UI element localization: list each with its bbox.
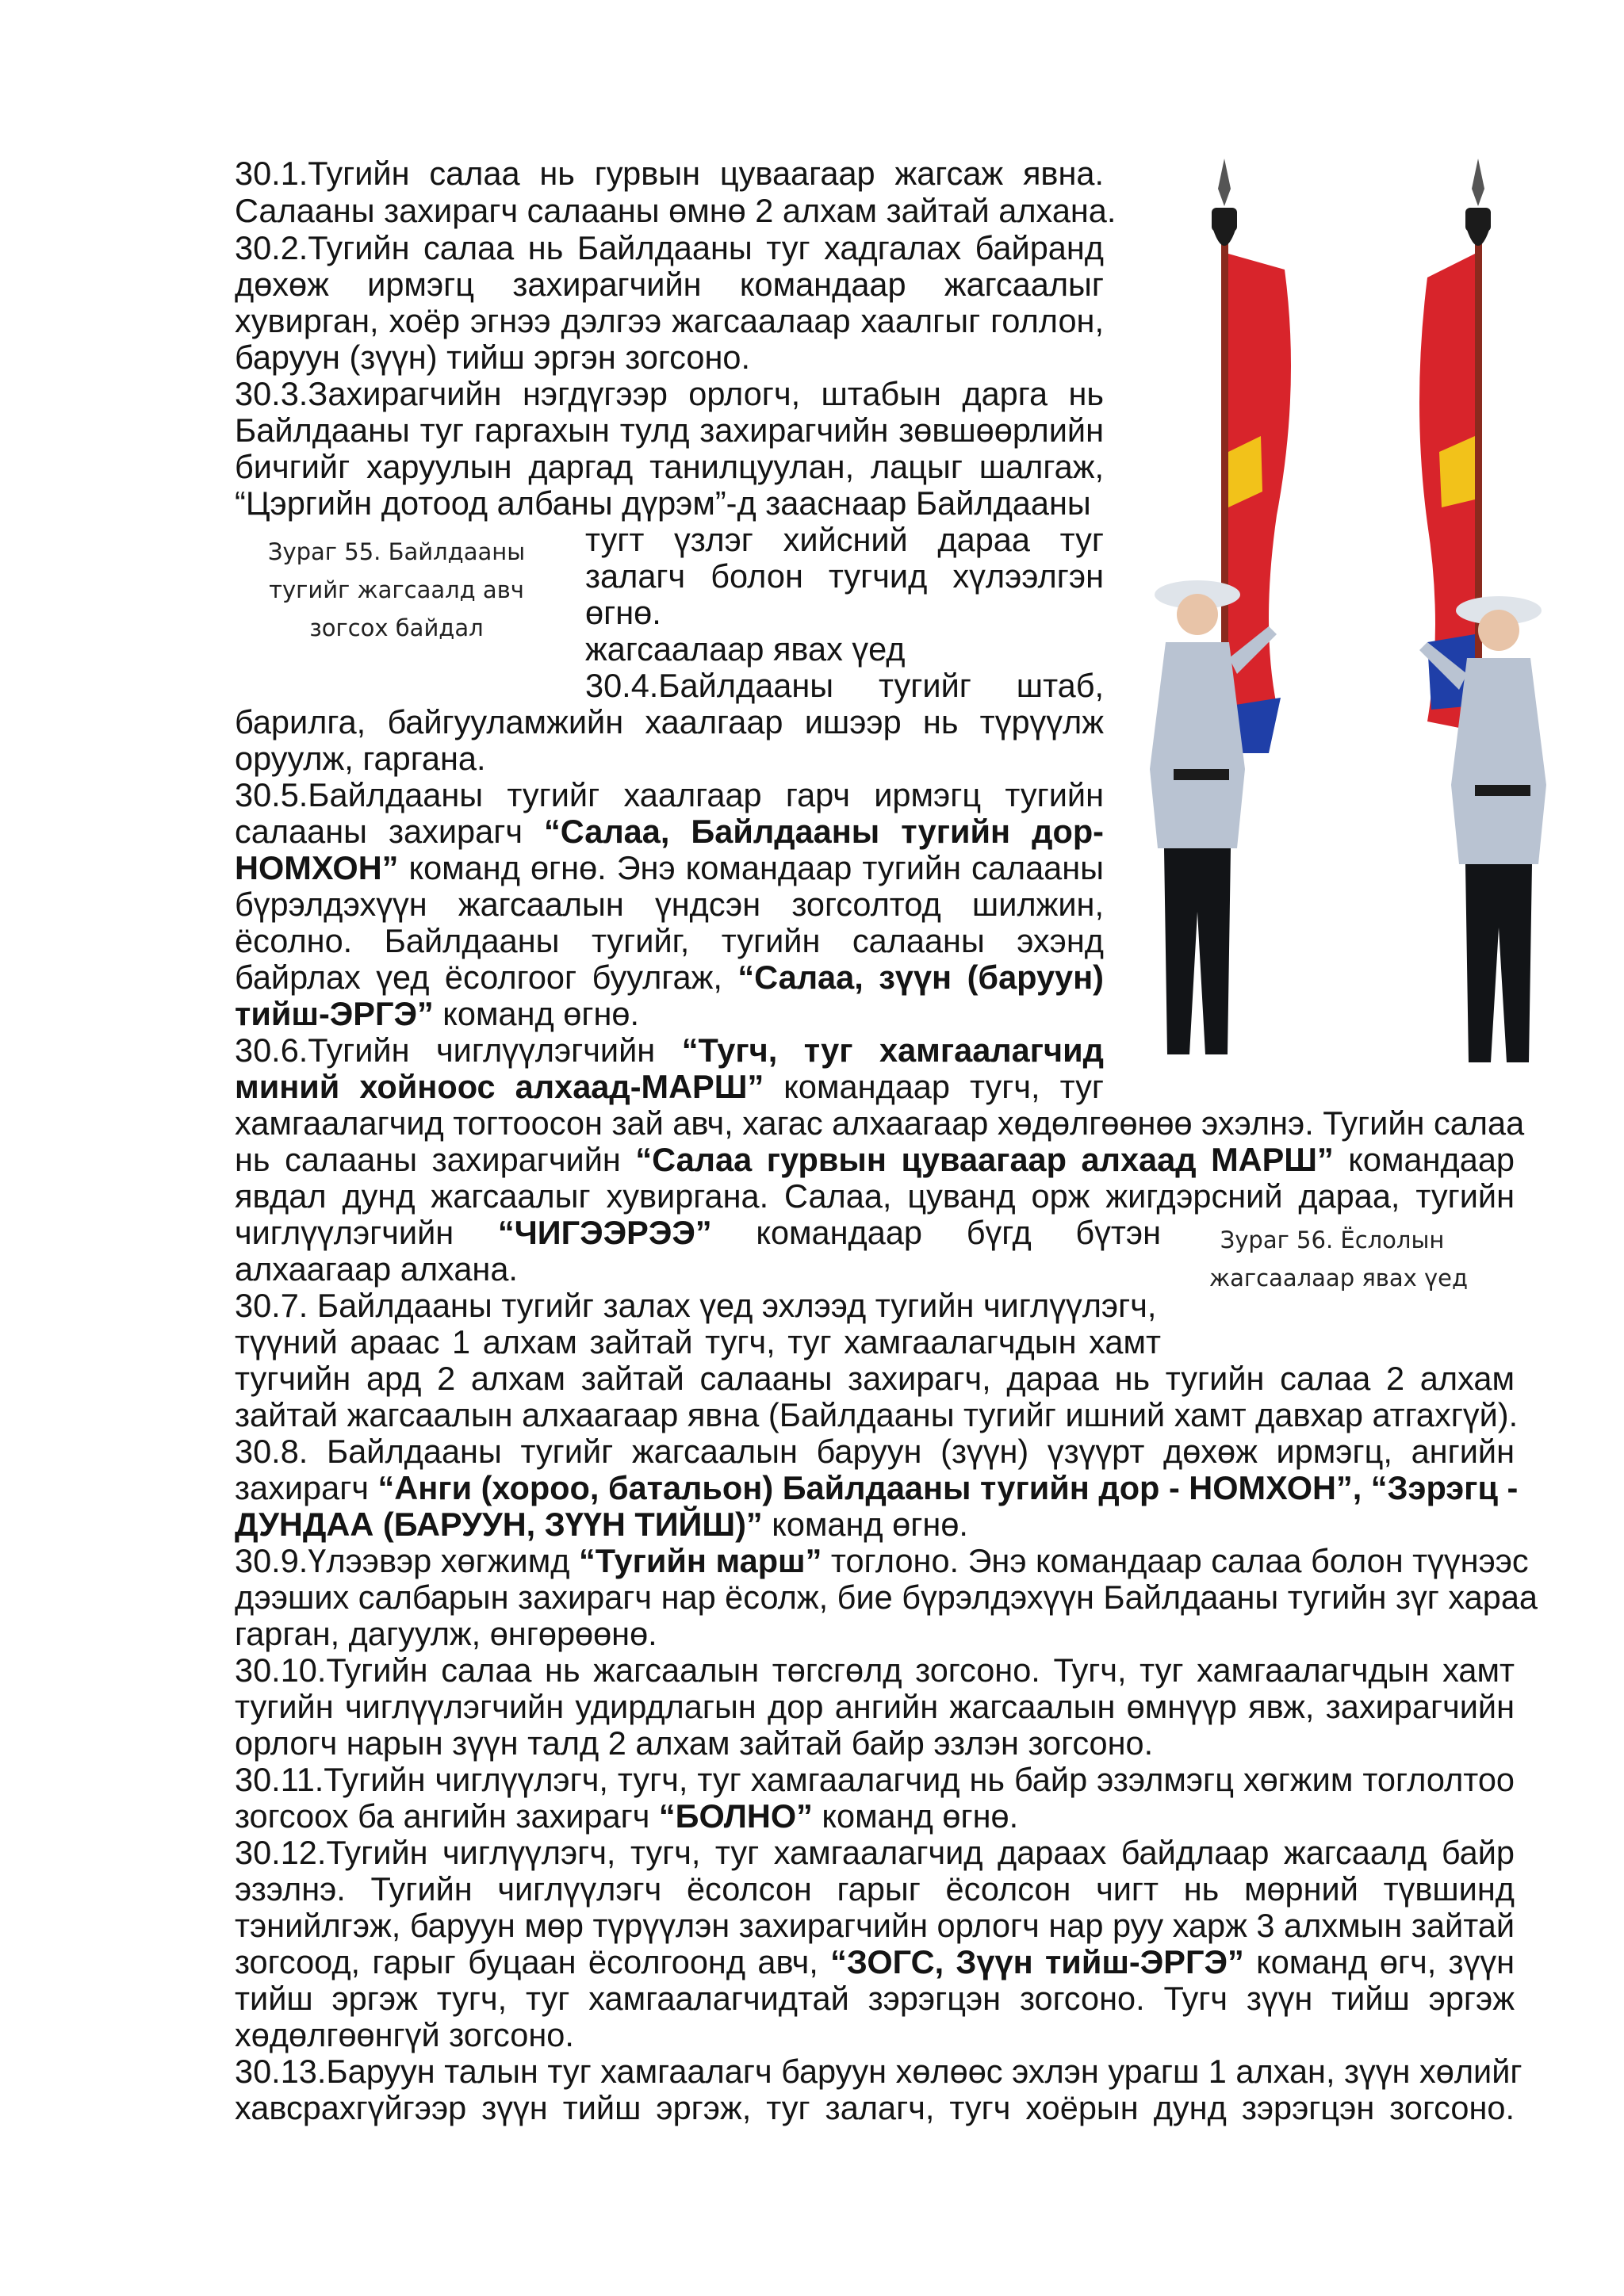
text-line: 30.7. Байлдааны тугийг залах үед эхлээд тугийн чиглүүлэгч, bbox=[235, 1287, 1157, 1324]
caption-line: жагсаалаар явах үед bbox=[1209, 1265, 1469, 1292]
text-line: ёсолно. Байлдааны тугийг, тугийн салааны эхэнд bbox=[235, 922, 1104, 959]
text-line bbox=[235, 996, 639, 1032]
command-text: тийш-ЭРГЭ” bbox=[235, 995, 434, 1032]
left-soldier bbox=[1150, 580, 1277, 1054]
text-line: тийш эргэж тугч, туг хамгаалагчидтай зэрэгцэн зогсоно. Тугч зүүн тийш эргэж bbox=[235, 1980, 1515, 2017]
text-line: тугийн чиглүүлэгчийн удирдлагын дор ангийн жагсаалын өмнүүр явж, захирагчийн bbox=[235, 1688, 1515, 1725]
text-line: Байлдааны туг гаргахын тулд захирагчийн зөвшөөрлийн bbox=[235, 411, 1104, 449]
command-text: “Салаа гурвын цуваагаар алхаад МАРШ” bbox=[635, 1141, 1334, 1178]
text-run: ангийн bbox=[1411, 1433, 1515, 1470]
text-run: нь салааны захирагчийн bbox=[235, 1141, 636, 1178]
text-line: дээших салбарын захирагч нар ёсолж, бие бүрэлдэхүүн Байлдааны тугийн зүг харaa bbox=[235, 1578, 1538, 1616]
text-line: зайтай жагсаалын алхаагаар явна (Байлдааны тугийг ишний хамт давхар атгахгүй). bbox=[235, 1396, 1519, 1433]
figure-56-caption bbox=[1209, 1221, 1469, 1297]
text-line: бичгийг харуулын даргад танилцуулан, лацыг шалгаж, bbox=[235, 448, 1104, 485]
text-line bbox=[235, 1944, 1515, 1980]
command-text: ДУНДАА (БАРУУН, ЗҮҮН ТИЙШ)” bbox=[235, 1506, 763, 1543]
right-soldier bbox=[1419, 596, 1546, 1062]
command-text: “Тугч, туг хамгаалагчид bbox=[681, 1031, 1104, 1069]
text-run: командаар bbox=[1333, 1141, 1515, 1178]
command-text: “Тугийн марш” bbox=[578, 1542, 822, 1579]
text-line bbox=[235, 1433, 1515, 1470]
text-run: бүтэн bbox=[1075, 1214, 1162, 1251]
text-run: команд өгнө. bbox=[762, 1506, 968, 1543]
text-line bbox=[235, 1542, 1529, 1579]
text-run: 30.9.Үлээвэр хөгжимд bbox=[235, 1542, 579, 1579]
text-line bbox=[235, 1506, 968, 1543]
text-line bbox=[235, 1798, 1018, 1835]
text-line: тэнийлгэж, баруун мөр түрүүлэн захирагчийн орлогч нар руу харж 3 алхмын зайтай bbox=[235, 1907, 1515, 1944]
text-line: эзэлнэ. Тугийн чиглүүлэгч ёсолсон гарыг ёсолсон чигт нь мөрний түвшинд bbox=[235, 1870, 1515, 1908]
command-text: “ЗОГС, Зүүн тийш-ЭРГЭ” bbox=[830, 1943, 1244, 1980]
text-run: чиглүүлэгчийн bbox=[235, 1214, 454, 1251]
text-line: орлогч нарын зүүн талд 2 алхам зайтай байр эзлэн зогсоно. bbox=[235, 1724, 1154, 1762]
caption-line: зогсох байдал bbox=[309, 614, 484, 641]
text-run: салааны захирагч bbox=[235, 813, 545, 850]
text-line: гарган, дагуулж, өнгөрөөнө. bbox=[235, 1615, 657, 1652]
text-line: барилга, байгууламжийн хаалгаар ишээр нь түрүүлж bbox=[235, 703, 1104, 740]
figure-55-caption bbox=[238, 533, 555, 645]
text-line: алхаагаар алхана. bbox=[235, 1250, 518, 1288]
text-run: команд өгнө. Энэ командаар тугийн салааны bbox=[398, 849, 1104, 886]
caption-line: Зураг 56. Ёслолын bbox=[1220, 1226, 1445, 1253]
text-line: оруулж, гаргана. bbox=[235, 740, 486, 777]
text-line: хамгаалагчид тогтоосон зай авч, хагас алхаагаар хөдөлгөөнөө эхэлнэ. Тугийн салаа bbox=[235, 1104, 1525, 1142]
text-line: хувирган, хоёр эгнээ дэлгээ жагсаалаар хаалгыг голлон, bbox=[235, 302, 1104, 339]
text-run: командаар тугч, туг bbox=[764, 1068, 1105, 1105]
text-line: хөдөлгөөнгүй зогсоно. bbox=[235, 2016, 574, 2053]
text-line: залагч болон тугчид хүлээлгэн bbox=[585, 557, 1104, 595]
text-line bbox=[235, 1215, 1161, 1251]
text-line: өгнө. bbox=[585, 594, 661, 631]
text-line: Салааны захирагч салааны өмнө 2 алхам зайтай алхана. bbox=[235, 192, 1116, 229]
text-run: захирагч bbox=[235, 1469, 378, 1506]
text-run: тоглоно. Энэ командаар салаа болон түүнээс bbox=[822, 1542, 1529, 1579]
text-line: 30.13.Баруун талын туг хамгаалагч баруун хөлөөс эхлэн урагш 1 алхан, зүүн хөлийг bbox=[235, 2053, 1522, 2090]
command-text: “Салаа, Байлдааны тугийн дор- bbox=[544, 813, 1104, 850]
command-text: “Салаа, зүүн (баруун) bbox=[737, 959, 1104, 996]
text-line: 30.4.Байлдааны тугийг штаб, bbox=[585, 667, 1104, 704]
command-text: “Анги (хороо, батальон) Байлдааны тугийн дор - НОМХОН”, “Зэрэгц - bbox=[377, 1469, 1519, 1506]
command-text: “БОЛНО” bbox=[658, 1797, 813, 1835]
command-text: миний хойноос алхаад-МАРШ” bbox=[235, 1068, 764, 1105]
text-line: хавсрахгүйгээр зүүн тийш эргэж, туг залагч, тугч хоёрын дунд зэрэгцэн зогсоно. bbox=[235, 2089, 1515, 2126]
text-line: 30.12.Тугийн чиглүүлэгч, тугч, туг хамгаалагчид дараах байдлаар жагсаалд байр bbox=[235, 1834, 1515, 1871]
text-line: 30.3.Захирагчийн нэгдүгээр орлогч, штабын дарга нь bbox=[235, 375, 1104, 412]
text-run: зогсоох ба ангийн захирагч bbox=[235, 1797, 659, 1835]
text-line bbox=[235, 813, 1104, 850]
text-line: 30.5.Байлдааны тугийг хаалгаар гарч ирмэгц тугийн bbox=[235, 776, 1104, 813]
text-run: 30.6.Тугийн чиглүүлэгчийн bbox=[235, 1031, 682, 1069]
text-line: “Цэргийн дотоод албаны дүрэм”-д зааснаар Байлдааны bbox=[235, 484, 1091, 522]
text-run: команд өгнө. bbox=[433, 995, 640, 1032]
text-line: түүний араас 1 алхам зайтай тугч, туг хамгаалагчдын хамт bbox=[235, 1323, 1161, 1360]
text-line: баруун (зүүн) тийш эргэн зогсоно. bbox=[235, 339, 750, 376]
command-text: “ЧИГЭЭРЭЭ” bbox=[497, 1214, 712, 1251]
text-line: 30.2.Тугийн салаа нь Байлдааны туг хадгалах байранд bbox=[235, 229, 1104, 266]
text-run: байрлах үед ёсолгоог буулгаж, bbox=[235, 959, 738, 996]
text-line: тугчийн ард 2 алхам зайтай салааны захирагч, дараа нь тугийн салаа 2 алхам bbox=[235, 1360, 1515, 1397]
text-line: дөхөж ирмэгц захирагчийн командаар жагсаалыг bbox=[235, 266, 1104, 303]
text-run: команд өгнө. bbox=[812, 1797, 1019, 1835]
caption-line: Зураг 55. Байлдааны bbox=[267, 538, 526, 565]
text-line bbox=[235, 1142, 1515, 1178]
text-run: бүгд bbox=[966, 1214, 1032, 1251]
text-line bbox=[235, 850, 1104, 886]
text-line: 30.11.Тугийн чиглүүлэгч, тугч, туг хамгаалагчид нь байр эзэлмэгц хөгжим тоглолтоо bbox=[235, 1761, 1515, 1798]
text-run: командаар bbox=[756, 1214, 923, 1251]
text-line: бүрэлдэхүүн жагсаалын үндсэн зогсолтод шилжин, bbox=[235, 886, 1104, 923]
text-line: 30.10.Тугийн салаа нь жагсаалын төгсгөлд зогсоно. Тугч, туг хамгаалагчдын хамт bbox=[235, 1651, 1515, 1689]
text-line: явдал дунд жагсаалыг хувиргана. Салаа, цуванд орж жигдэрсний дараа, тугийн bbox=[235, 1177, 1515, 1215]
text-line bbox=[235, 1069, 1104, 1105]
text-line bbox=[235, 1032, 1104, 1069]
flag-bearers-photo bbox=[1142, 151, 1554, 1078]
text-run: 30.8. Байлдааны тугийг жагсаалын баруун (зүүн) үзүүрт дөхөж ирмэгц, bbox=[235, 1433, 1392, 1470]
text-line bbox=[235, 1469, 1519, 1506]
text-run: зогсоод, гарыг буцаан ёсолгоонд авч, bbox=[235, 1943, 831, 1980]
text-line: тугт үзлэг хийсний дараа туг bbox=[585, 521, 1104, 558]
text-line: жагсаалаар явах үед bbox=[585, 630, 906, 668]
caption-line: тугийг жагсаалд авч bbox=[269, 576, 524, 603]
command-text: НОМХОН” bbox=[235, 849, 399, 886]
text-line: 30.1.Тугийн салаа нь гурвын цуваагаар жагсаж явна. bbox=[235, 155, 1104, 192]
text-run: команд өгч, зүүн bbox=[1243, 1943, 1515, 1980]
text-line bbox=[235, 959, 1104, 996]
